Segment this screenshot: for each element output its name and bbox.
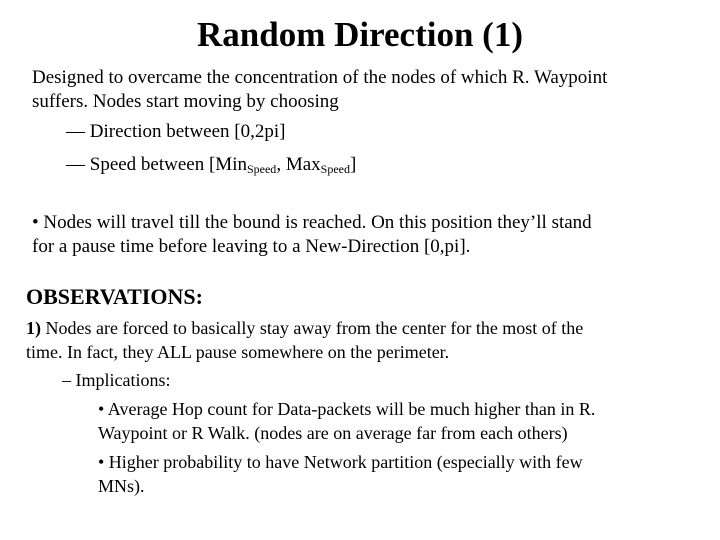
speed-prefix: — Speed between [Min [66,154,247,175]
implication-2-line-2: MNs). [98,476,145,496]
implications-label: – Implications: [62,370,171,390]
intro-line-2: suffers. Nodes start moving by choosing [32,91,339,112]
implication-2-line-1: • Higher probability to have Network partition (especially with few [98,452,583,472]
implication-1-line-2: Waypoint or R Walk. (nodes are on average far from each others) [98,423,568,443]
speed-sub-max: Speed [320,162,350,176]
obs1-line-2: time. In fact, they ALL pause somewhere on the perimeter. [26,342,450,362]
speed-suffix: ] [349,154,357,175]
observations-heading: OBSERVATIONS: [26,284,203,309]
implication-1-line-1: • Average Hop count for Data-packets will be much higher than in R. [98,399,596,419]
intro-line-1: Designed to overcame the concentration of the nodes of which R. Waypoint [32,67,608,88]
speed-sub-min: Speed [246,162,277,176]
obs1-text: Nodes are forced to basically stay away from the center for the most of the [41,318,584,338]
obs1-line-1 [26,316,583,340]
bullet-line-1: • Nodes will travel till the bound is reached. On this position they’ll stand [32,212,592,233]
speed-mid: , Max [276,154,321,175]
slide-title: Random Direction (1) [197,15,523,54]
bullet-line-2: for a pause time before leaving to a New-Direction [0,pi]. [32,236,471,257]
speed-item [66,153,356,177]
obs1-number: 1) [26,318,41,338]
direction-item: — Direction between [0,2pi] [66,121,286,142]
